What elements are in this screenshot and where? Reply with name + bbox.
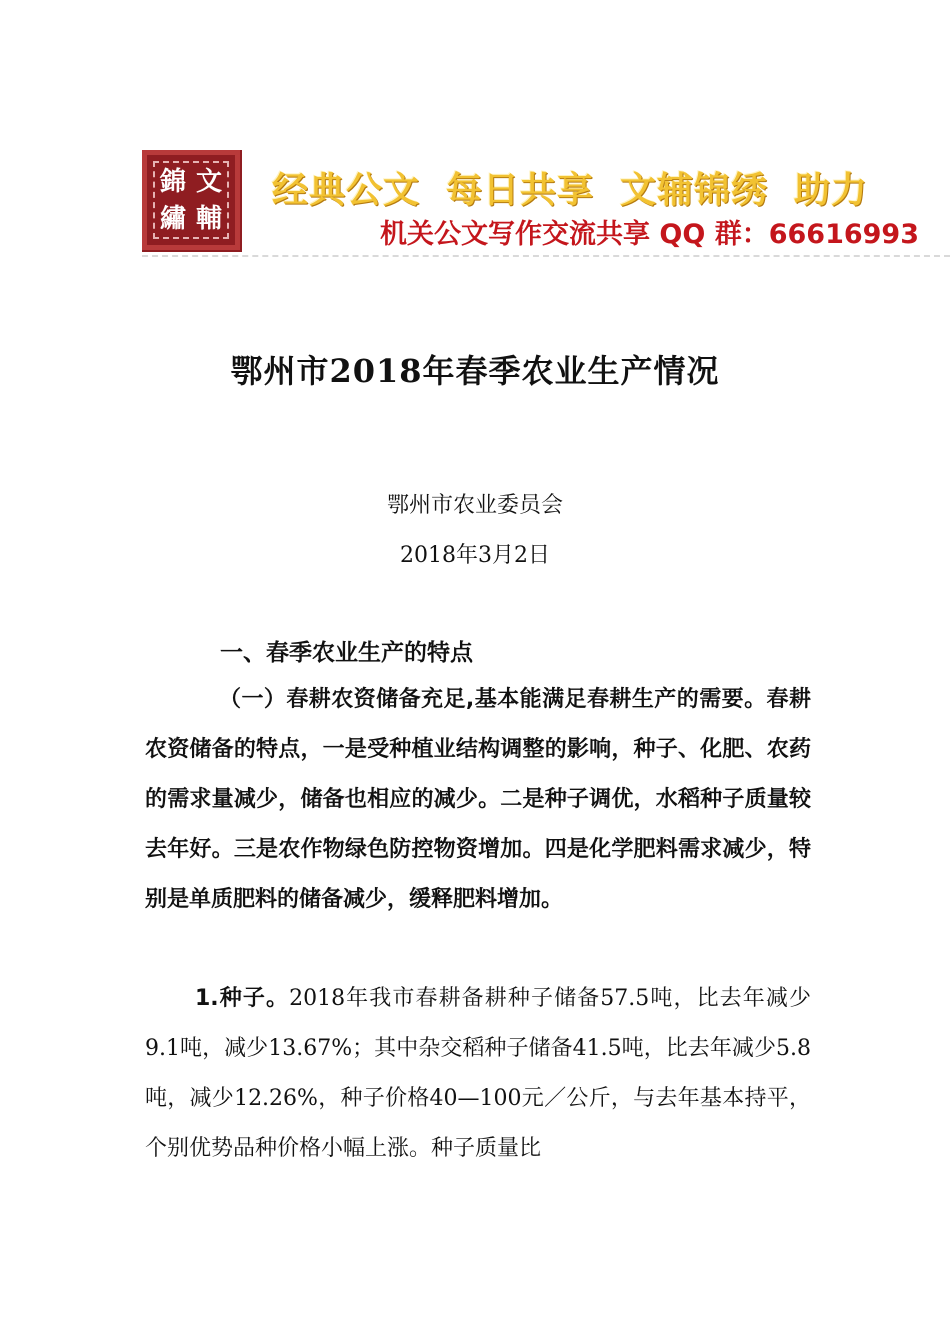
paragraph-seeds	[145, 974, 811, 1174]
slogan-part: 每日共享	[446, 170, 595, 211]
banner-group-line: 机关公文写作交流共享 QQ 群：66616993	[380, 219, 919, 250]
seal-logo	[142, 150, 240, 250]
issue-date: 2018年3月2日	[400, 543, 550, 568]
paragraph-lead: 1.种子。	[195, 986, 290, 1011]
banner-slogan	[272, 162, 868, 213]
issuing-organization: 鄂州市农业委员会	[386, 493, 563, 518]
paragraph-body: 2018年我市春耕备耕种子储备57.5吨，比去年减少9.1吨，减少13.67%；其中杂交稻种子储备41.5吨，比去年减少5.8吨，减少12.26%，种子价格40—100元／公斤，与去年基本持平，个别优势品种价格小幅上涨。种子质量比	[145, 986, 811, 1161]
header-banner	[142, 150, 950, 254]
slogan-part: 文辅锦绣	[620, 170, 769, 211]
section-heading: 一、春季农业生产的特点	[220, 640, 473, 666]
document-title: 鄂州市2018年春季农业生产情况	[230, 352, 720, 390]
seal-char: 文	[195, 166, 222, 197]
seal-char: 錦	[159, 166, 186, 197]
seal-frame	[153, 161, 229, 239]
banner-divider	[142, 255, 950, 257]
seal-char: 繡	[159, 203, 186, 234]
paragraph-supplies-overview: （一）春耕农资储备充足,基本能满足春耕生产的需要。春耕农资储备的特点，一是受种植业结构调整的影响，种子、化肥、农药的需求量减少，储备也相应的减少。二是种子调优，水稻种子质量较去年好。三是农作物绿色防控物资增加。四是化学肥料需求减少，特别是单质肥料的储备减少，缓释肥料增加。	[145, 687, 811, 912]
seal-char: 輔	[195, 203, 222, 234]
slogan-part: 经典公文	[272, 170, 421, 211]
slogan-part: 助力	[794, 170, 869, 211]
